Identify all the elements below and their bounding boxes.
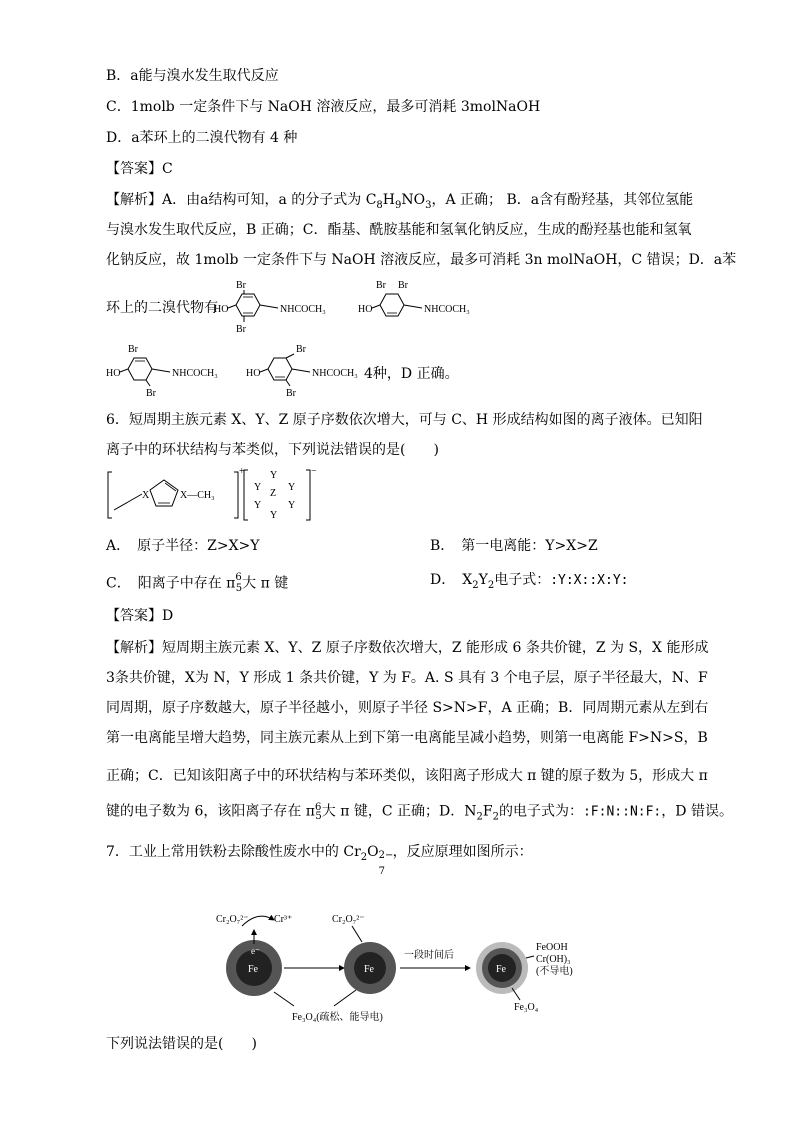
dichromate-label: Cr₂O₇²⁻ — [216, 914, 249, 925]
svg-text:+: + — [239, 466, 245, 477]
svg-text:−: − — [311, 466, 317, 477]
after-some-time-label: 一段时间后 — [404, 950, 454, 961]
bromo-label: Br — [128, 344, 138, 355]
q5-option-d: D．a苯环上的二溴代物有 4 种 — [106, 130, 298, 146]
bromo-label: Br — [146, 388, 156, 399]
bromo-label: Br — [286, 388, 296, 399]
q7-stem: 7．工业上常用铁粉去除酸性废水中的 $Cr_2O$ 2− 7 ，反应原理如图所示： — [106, 844, 533, 877]
amide-label: NHCOCH₃ — [424, 304, 470, 315]
bromo-label: Br — [398, 280, 408, 291]
bromo-label: Br — [236, 280, 246, 291]
q6-explanation-line2: 3条共价键，X为 N，Y 形成 1 条共价键，Y 为 F。A. S 具有 3 个电子层，原子半径最大，N、F — [106, 670, 708, 686]
anion-y-label: Y — [288, 500, 296, 511]
bromo-label: Br — [296, 344, 306, 355]
bromo-label: Br — [236, 324, 246, 335]
q6-option-c: C． 阳离子中存在 $\pi^6_5$大 π 键 — [106, 572, 289, 595]
ring-x-label: X — [142, 490, 150, 501]
q6-answer: 【答案】D — [106, 608, 174, 624]
hydroxyl-label: HO — [106, 368, 121, 379]
chromium-ion-label: Cr³⁺ — [274, 914, 293, 925]
q6-option-d: D． $X_2Y_2$电子式：:Y:X::X:Y: — [430, 572, 629, 591]
q6-explanation-line1: 【解析】短周期主族元素 X、Y、Z 原子序数依次增大，Z 能形成 6 条共价键，Z 为 S，X 能形成 — [106, 640, 709, 656]
anion-z-label: Z — [270, 488, 277, 499]
fe3o4-porous-label: Fe₃O₄(疏松、能导电) — [292, 1012, 383, 1023]
fe-label: Fe — [248, 964, 258, 975]
amide-label: NHCOCH₃ — [312, 368, 358, 379]
chromium-hydroxide-label: Cr(OH)₃ — [536, 954, 571, 965]
q5-explanation-line4: 环上的二溴代物有 — [106, 300, 218, 316]
hydroxyl-label: HO — [358, 304, 373, 315]
q5-explanation-line5: 4种，D 正确。 — [364, 366, 459, 382]
amide-label: NHCOCH₃ — [280, 304, 326, 315]
dibromo-structure-1 — [214, 278, 344, 338]
ionic-liquid-structure — [106, 464, 316, 524]
q5-explanation-line2: 与溴水发生取代反应，B 正确；C．酯基、酰胺基能和氢氧化钠反应，生成的酚羟基也能和氢氧 — [106, 222, 692, 238]
q6-stem-line1: 6．短周期主族元素 X、Y、Z 原子序数依次增大，可与 C、H 形成结构如图的离子液体。已知阳 — [106, 412, 703, 428]
methyl-label: X—CH₃ — [180, 490, 215, 501]
anion-y-label: Y — [270, 510, 278, 521]
q6-option-a: A． 原子半径：Z>X>Y — [106, 538, 260, 554]
q6-stem-line2: 离子中的环状结构与苯类似，下列说法错误的是( ) — [106, 442, 439, 458]
anion-y-label: Y — [270, 470, 278, 481]
q6-explanation-line3: 同周期，原子序数越大，原子半径越小，则原子半径 S>N>F，A 正确；B．同周期元素从左到右 — [106, 700, 709, 716]
bromo-label: Br — [376, 280, 386, 291]
electron-label: e⁻ — [251, 946, 260, 956]
q6-explanation-line5: 正确；C．已知该阳离子中的环状结构与苯环类似，该阳离子形成大 π 键的原子数为 5，形成大 π — [106, 768, 708, 784]
q5-explanation-line3: 化钠反应，故 1molb 一定条件下与 NaOH 溶液反应，最多可消耗 3n molNaOH，C 错误；D．a苯 — [106, 252, 737, 268]
nonconductive-label: (不导电) — [536, 966, 573, 977]
amide-label: NHCOCH₃ — [172, 368, 218, 379]
fe-label: Fe — [364, 964, 374, 975]
q6-explanation-line4: 第一电离能呈增大趋势，同主族元素从上到下第一电离能呈减小趋势，则第一电离能 F>N>S，B — [106, 730, 708, 746]
q7-question: 下列说法错误的是( ) — [106, 1036, 257, 1052]
feooh-label: FeOOH — [536, 942, 568, 953]
q5-option-b: B．a能与溴水发生取代反应 — [106, 68, 279, 84]
q5-answer: 【答案】C — [106, 161, 173, 177]
hydroxyl-label: HO — [246, 368, 261, 379]
dibromo-structure-2 — [358, 278, 488, 323]
dichromate-label: Cr₂O₇²⁻ — [332, 914, 365, 925]
anion-y-label: Y — [288, 482, 296, 493]
anion-y-label: Y — [254, 482, 262, 493]
dibromo-structure-4 — [246, 342, 376, 402]
fe-label: Fe — [496, 964, 506, 975]
anion-y-label: Y — [254, 500, 262, 511]
q5-option-c: C．1molb 一定条件下与 NaOH 溶液反应，最多可消耗 3molNaOH — [106, 99, 541, 115]
q5-explanation-line1: 【解析】A．由a结构可知，a 的分子式为 $C_8H_9NO_3$，A 正确； B．a含有酚羟基，其邻位氢能 — [106, 192, 694, 211]
q6-option-b: B． 第一电离能：Y>X>Z — [430, 538, 598, 554]
dibromo-structure-3 — [106, 342, 236, 402]
hydroxyl-label: HO — [214, 304, 229, 315]
q6-explanation-line6: 键的电子数为 6，该阳离子存在 $\pi^6_5$大 π 键，C 正确；D．$N_2F_2$的电子式为：:F:N::N:F:，D 错误。 — [106, 802, 733, 823]
iron-reaction-figure — [214, 906, 594, 1026]
fe3o4-label: Fe₃O₄ — [514, 1002, 539, 1013]
